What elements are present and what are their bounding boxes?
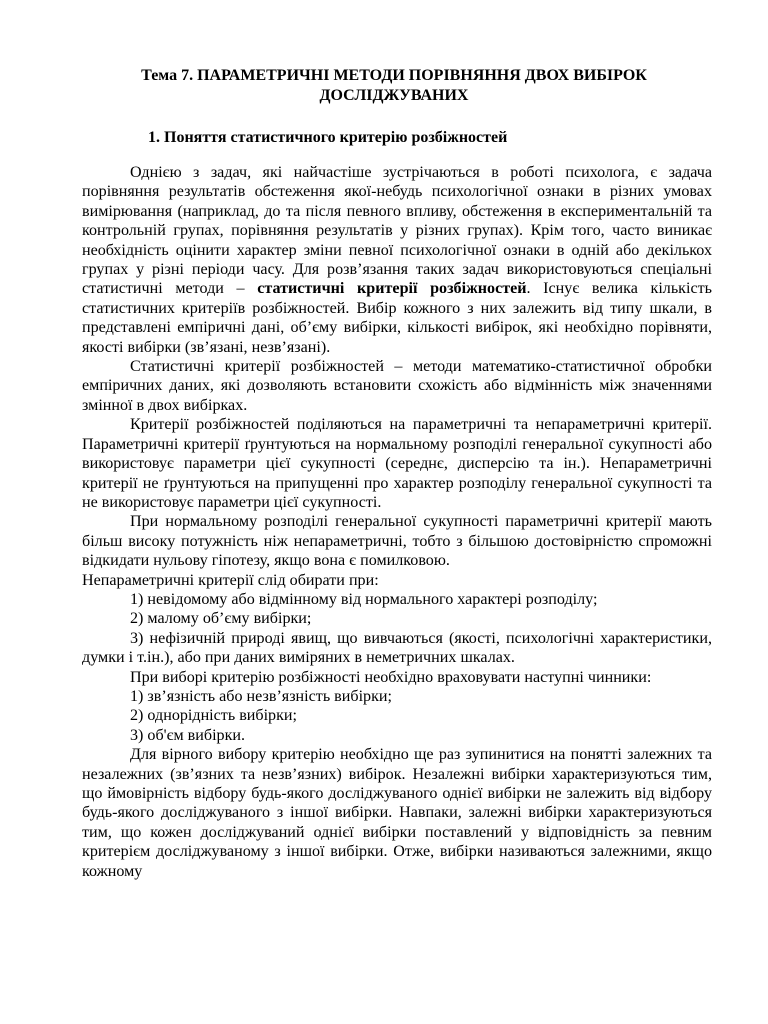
paragraph-6: При виборі критерію розбіжності необхідно враховувати наступні чинники: [130, 668, 652, 686]
bold-term: статистичні критерії розбіжностей [257, 280, 527, 298]
list-item: 1) невідомому або відмінному від нормального характері розподілу; [130, 590, 598, 608]
list-item: 3) об'єм вибірки. [130, 726, 246, 744]
list-item: 2) однорідність вибірки; [130, 707, 298, 725]
paragraph-4: При нормальному розподілі генеральної сукупності параметричні критерії мають більш високу потужність ніж непараметричні, тобто з більшою достовірністю спроможні відкидати нульову гіпотезу, якщо вона є помилковою. [82, 513, 712, 570]
paragraph-1-text: Однією з задач, які найчастіше зустрічаються в роботі психолога, є задача порівняння результатів обстеження якої-небудь психологічної ознаки в різних умовах вимірювання (наприклад, до та після певного впливу, обстеження в експериментальній та контрольній групах, порівняння результатів у різних групах). Крім того, часто виникає необхідність оцінити характер зміни певної психологічної ознаки в одній або декількох групах у різні періоди часу. Для розв’язання таких задач використовуються спеціальні статистичні методи – [82, 164, 712, 298]
body-text [82, 163, 712, 881]
list-item: 3) нефізичній природі явищ, що вивчаються (якості, психологічні характеристики, думки і т.ін.), або при даних виміряних в неметричних шкалах. [82, 629, 712, 667]
page-title: Тема 7. ПАРАМЕТРИЧНІ МЕТОДИ ПОРІВНЯННЯ ДВОХ ВИБІРОК ДОСЛІДЖУВАНИХ [141, 67, 647, 104]
paragraph-3: Критерії розбіжностей поділяються на параметричні та непараметричні критерії. Параметричні критерії ґрунтуються на нормальному розподілі генеральної сукупності або використовує параметри цієї сукупності (середнє, дисперсію та ін.). Непараметричні критерії не ґрунтуються на припущенні про характер розподілу генеральної сукупності та не використовує параметри цієї сукупності. [82, 416, 712, 511]
paragraph-2: Статистичні критерії розбіжностей – методи математико-статистичної обробки емпіричних даних, які дозволяють встановити схожість або відмінність між значеннями змінної в двох вибірках. [82, 358, 712, 414]
list-item: 1) зв’язність або незв’язність вибірки; [130, 687, 393, 705]
list-item: 2) малому об’єму вибірки; [130, 610, 312, 628]
paragraph-7: Для вірного вибору критерію необхідно ще раз зупинитися на понятті залежних та незалежних (зв’язних та незв’язних) вибірок. Незалежні вибірки характеризуються тим, що ймовірність відбору будь-якого досліджуваного однієї вибірки не залежить від відбору будь-якого досліджуваного з іншої вибірки. Навпаки, залежні вибірки характеризуються тим, що кожен досліджуваний однієї вибірки поставлений у відповідність за певним критерієм досліджуваному з іншої вибірки. Отже, вибірки називаються залежними, якщо кожному [82, 746, 712, 880]
section-heading: 1. Поняття статистичного критерію розбіжностей [148, 129, 508, 146]
paragraph-1 [82, 163, 712, 357]
paragraph-1-continuation: . Існує велика кількість статистичних критеріїв розбіжностей. Вибір кожного з них залежить від типу шкали, в представлені емпіричні дані, об’єму вибірки, кількості вибірок, які необхідно порівняти, якості вибірки (зв’язані, незв’язані). [82, 280, 712, 356]
paragraph-5: Непараметричні критерії слід обирати при: [82, 571, 379, 589]
